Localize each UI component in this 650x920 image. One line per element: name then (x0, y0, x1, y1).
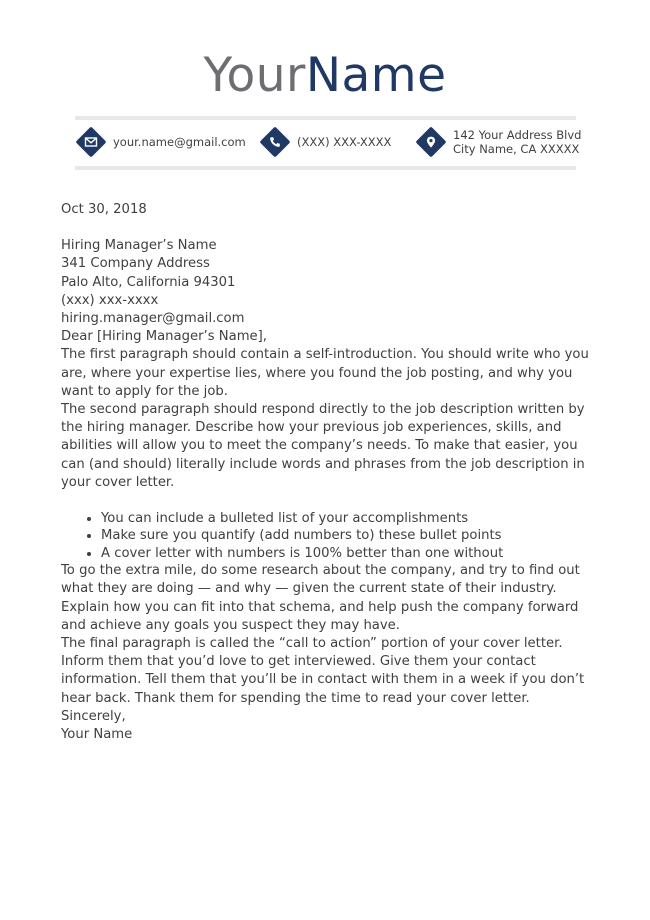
contact-bar (75, 116, 582, 170)
list-item: • You can include a bulleted list of your accomplishments (101, 510, 596, 527)
recipient-block (61, 237, 596, 328)
address-line-2: City Name, CA XXXXX (453, 142, 580, 156)
contact-email (75, 125, 246, 159)
paragraph-job-fit: The second paragraph should respond directly to the job description written by the hiring manager. Describe how your previous job experiences, skills, and abilities will allow you to meet the company’s needs. To make that easier, you can (and should) literally include words and phrases from the job description in your cover letter. (61, 402, 585, 490)
salutation: Dear [Hiring Manager’s Name], (61, 329, 267, 345)
email-text: your.name@gmail.com (113, 135, 246, 149)
first-name: Your (203, 48, 306, 103)
contact-phone (259, 125, 391, 159)
contact-bar-top-rule (75, 116, 576, 120)
phone-icon (259, 126, 291, 158)
letter-date: Oct 30, 2018 (61, 202, 147, 217)
applicant-name-heading (0, 48, 650, 104)
paragraph-call-to-action: The final paragraph is called the “call to action” portion of your cover letter. Inform them that you’d love to get interviewed. Give them your contact information. Tell them that you’ll be in contact with them in a week if you don’t hear back. Thank them for spending the time to read your cover letter. (61, 636, 585, 706)
recipient-phone: (xxx) xxx-xxxx (61, 292, 159, 308)
phone-text: (XXX) XXX-XXXX (297, 135, 392, 149)
paragraph-intro: The first paragraph should contain a self-introduction. You should write who you are, where your expertise lies, where you found the job posting, and why you want to apply for the job. (61, 347, 589, 399)
recipient-name: Hiring Manager’s Name (61, 238, 217, 254)
contact-address (415, 125, 581, 159)
letter-body (61, 201, 596, 744)
address-line-1: 142 Your Address Blvd (453, 128, 582, 142)
closing: Sincerely, (61, 708, 126, 724)
paragraph-extra-mile: To go the extra mile, do some research about the company, and try to find out what they are doing — and why — given the current state of their industry. Explain how you can fit into that schema, and help push the company forward and achieve any goals you suspect they may have. (61, 563, 580, 633)
accomplishments-list (61, 510, 596, 562)
recipient-address: 341 Company Address (61, 256, 210, 272)
contact-bar-bottom-rule (75, 166, 576, 170)
recipient-city: Palo Alto, California 94301 (61, 274, 236, 290)
location-pin-icon (415, 126, 447, 158)
envelope-icon (75, 126, 107, 158)
list-item: • A cover letter with numbers is 100% better than one without (101, 545, 596, 562)
recipient-email: hiring.manager@gmail.com (61, 311, 245, 327)
address-text (453, 128, 581, 156)
last-name: Name (305, 48, 447, 103)
signature: Your Name (61, 727, 133, 743)
list-item: • Make sure you quantify (add numbers to) these bullet points (101, 527, 596, 544)
